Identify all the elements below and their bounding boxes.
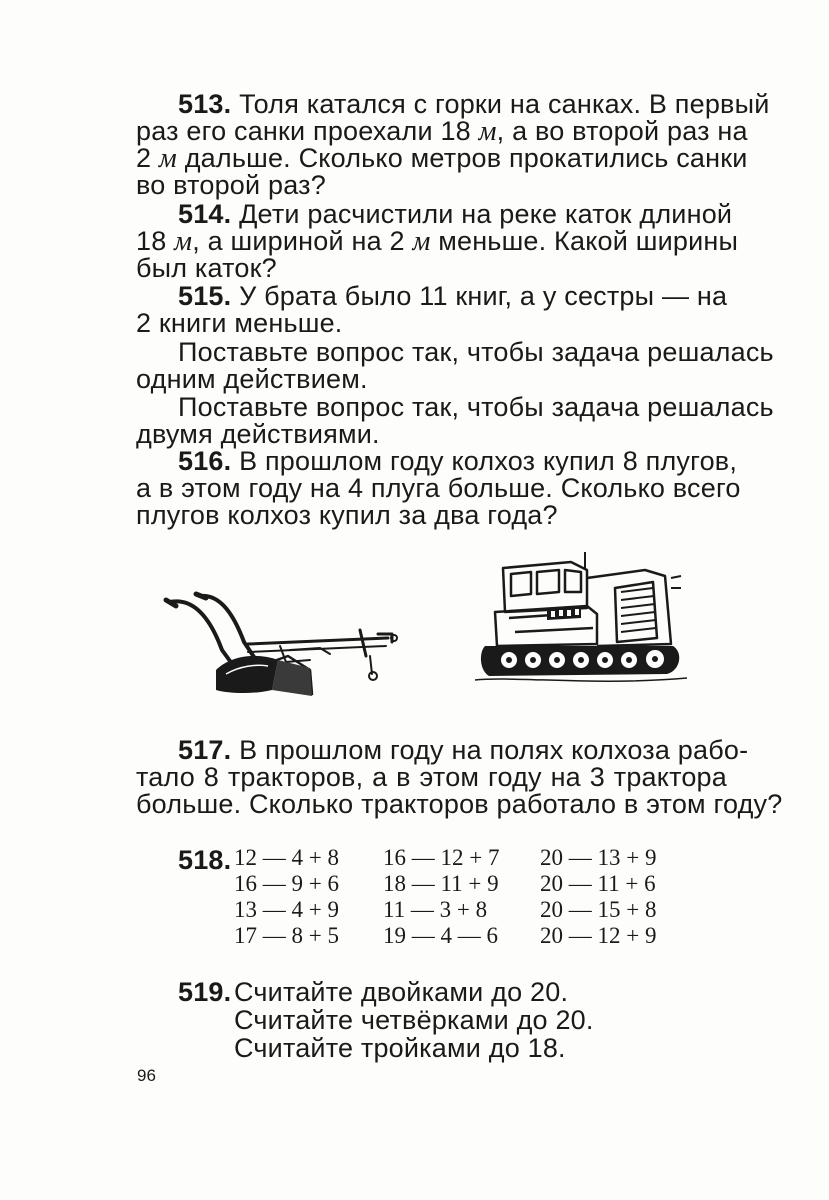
problem-516-line-2: а в этом году на 4 плуга больше. Сколько всего — [136, 473, 741, 503]
problem-516-line-1: 516. В прошлом году колхоз купил 8 плугов, — [178, 446, 738, 476]
problem-515-line-4: одним действием. — [136, 364, 368, 394]
expression: 13 — 4 + 9 — [234, 897, 339, 922]
problem-515-line-3: Поставьте вопрос так, чтобы задача решалась — [178, 337, 774, 367]
problem-515-line-1: 515. У брата было 11 книг, а у сестры — на — [178, 281, 728, 311]
problem-515-line-2: 2 книги меньше. — [136, 308, 343, 338]
problem-514-line-2: 18 м, а шириной на 2 м меньше. Какой ширины — [136, 226, 739, 257]
expression: 12 — 4 + 8 — [234, 845, 339, 870]
problem-517-line-2: тало 8 тракторов, а в этом году на 3 трактора — [136, 762, 727, 792]
problem-number: 517. — [178, 735, 232, 765]
problem-514-line-1: 514. Дети расчистили на реке каток длиной — [178, 199, 733, 229]
problem-519-line-2: Считайте четвёрками до 20. — [234, 1005, 594, 1035]
expression: 16 — 9 + 6 — [234, 871, 339, 896]
expression: 20 — 15 + 8 — [540, 897, 657, 922]
expression: 11 — 3 + 8 — [383, 897, 488, 922]
problem-number: 515. — [178, 281, 232, 311]
page-number: 96 — [137, 1066, 156, 1085]
problem-number: 513. — [178, 89, 232, 119]
problem-513-line-1: 513. Толя катался с горки на санках. В первый — [178, 89, 770, 119]
expression: 16 — 12 + 7 — [383, 845, 500, 870]
problem-513-line-3: 2 м дальше. Сколько метров прокатились санки — [136, 143, 748, 174]
problem-517-line-1: 517. В прошлом году на полях колхоза рабо- — [178, 735, 749, 765]
problem-518-number: 518. — [178, 845, 232, 875]
problem-519-line-3: Считайте тройками до 18. — [234, 1033, 566, 1063]
plough-illustration — [160, 590, 410, 705]
expression: 19 — 4 — 6 — [383, 923, 498, 948]
expression: 18 — 11 + 9 — [383, 871, 499, 896]
problem-number: 514. — [178, 199, 232, 229]
expression: 20 — 12 + 9 — [540, 923, 657, 948]
problem-519-number: 519. — [178, 977, 232, 1007]
problem-513-line-2: раз его санки проехали 18 м, а во второй раз на — [136, 116, 748, 147]
problem-513-line-4: во второй раз? — [136, 170, 326, 200]
expression: 20 — 11 + 6 — [540, 871, 656, 896]
problem-number: 516. — [178, 446, 232, 476]
problem-515-line-6: двумя действиями. — [136, 419, 380, 449]
problem-515-line-5: Поставьте вопрос так, чтобы задача решалась — [178, 392, 774, 422]
expression: 20 — 13 + 9 — [540, 845, 657, 870]
problem-514-line-3: был каток? — [136, 253, 277, 283]
tractor-illustration — [475, 548, 690, 693]
problem-517-line-3: больше. Сколько тракторов работало в этом году? — [136, 789, 783, 819]
problem-519-line-1: Считайте двойками до 20. — [234, 977, 569, 1007]
expression: 17 — 8 + 5 — [234, 923, 339, 948]
problem-516-line-3: плугов колхоз купил за два года? — [136, 500, 558, 530]
